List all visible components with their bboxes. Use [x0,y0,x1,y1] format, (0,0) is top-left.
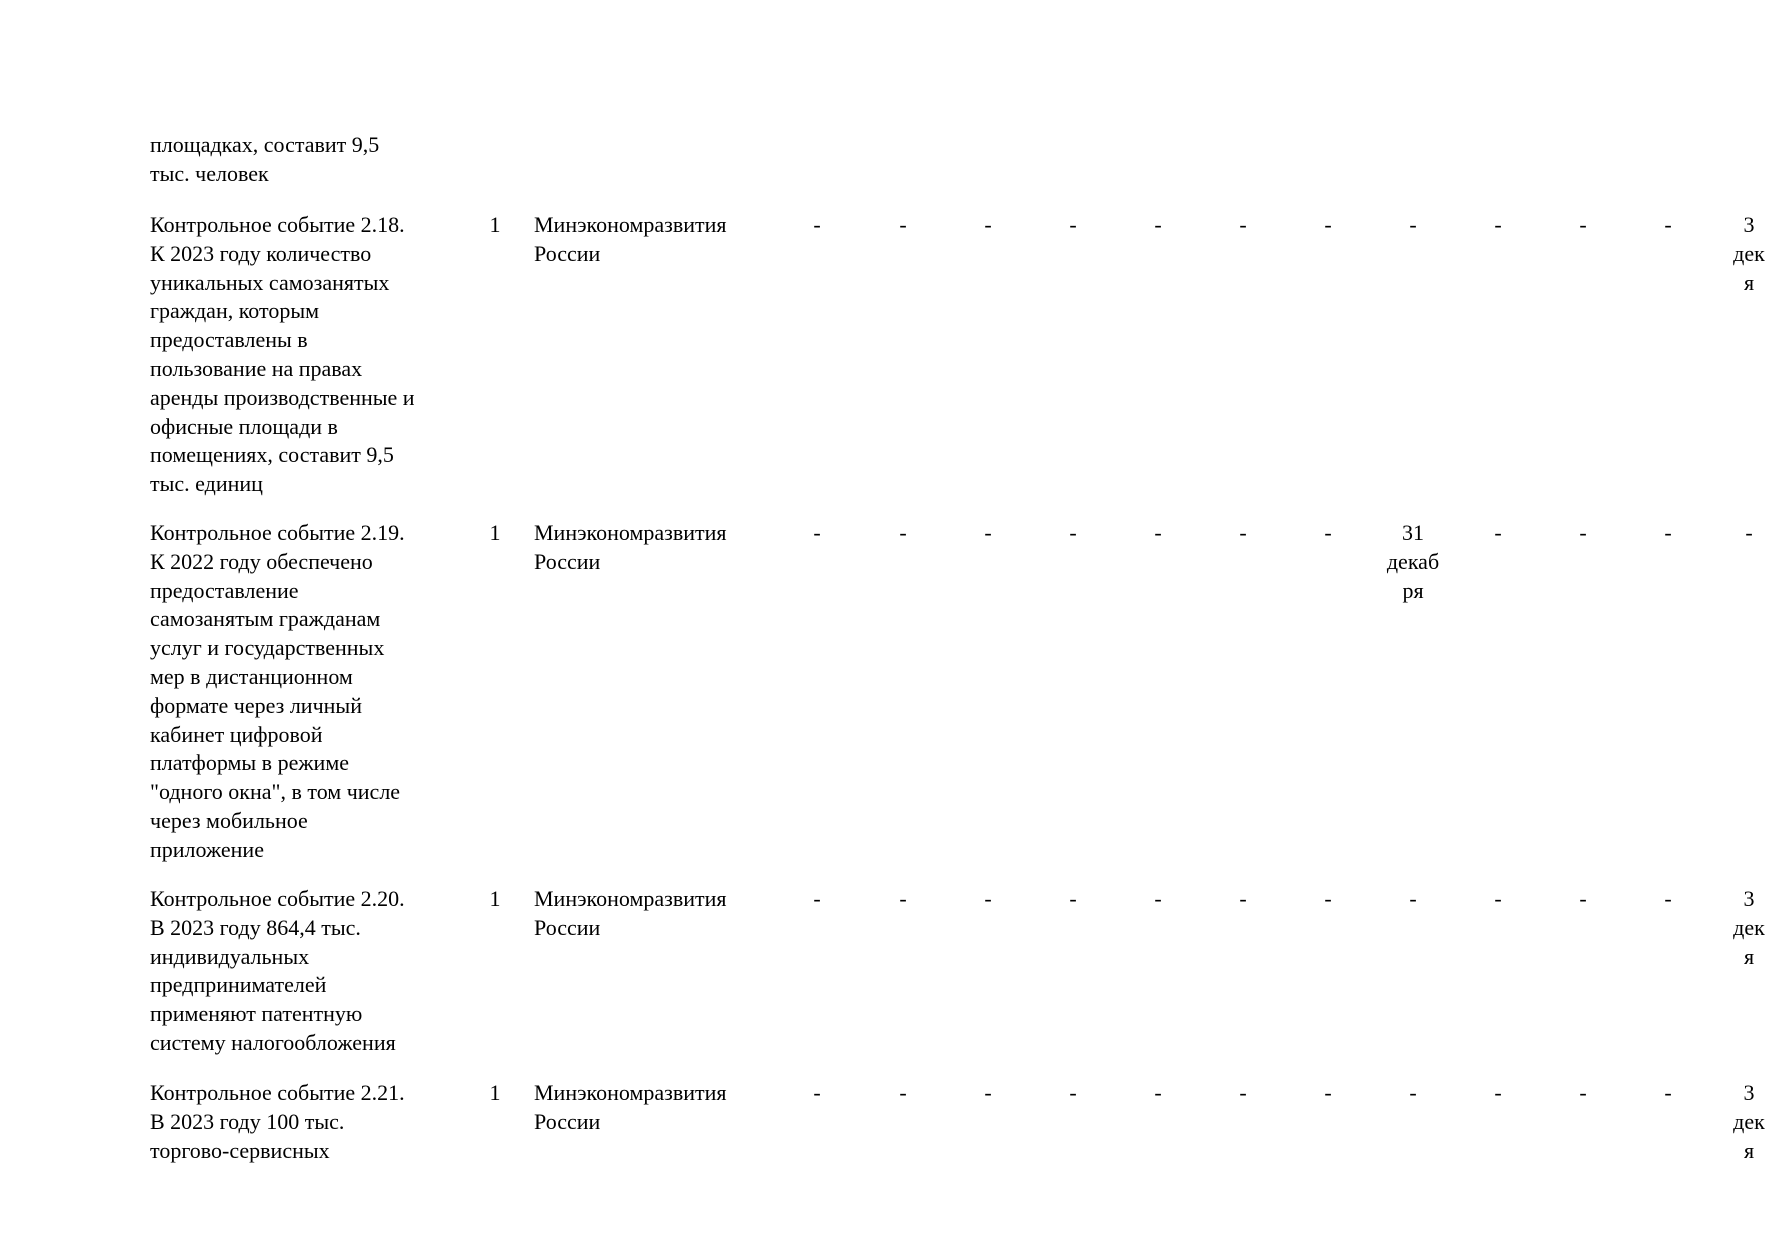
row-number: 1 [489,1080,501,1105]
row-number: 1 [489,212,501,237]
period-cell: - [1154,1080,1162,1105]
period-cell: - [1409,212,1417,237]
period-cell: - [899,886,907,911]
period-cell: - [984,520,992,545]
period-cell: 3 дек я [1733,886,1765,969]
period-cell: - [1664,520,1672,545]
responsible-org: Минэкономразвития России [534,520,727,574]
period-cell: - [1239,886,1247,911]
period-cell: - [1494,1080,1502,1105]
period-cell: 31 декаб ря [1386,520,1440,603]
period-cell: - [1069,886,1077,911]
period-cell: - [1664,1080,1672,1105]
period-cell: - [813,1080,821,1105]
period-cell: - [813,886,821,911]
period-cell: - [1579,212,1587,237]
period-cell: - [1745,520,1753,545]
period-cell: - [1239,1080,1247,1105]
period-cell: - [899,1080,907,1105]
period-cell: - [1154,520,1162,545]
row-number: 1 [489,520,501,545]
period-cell: - [813,212,821,237]
period-cell: - [1324,886,1332,911]
event-description: Контрольное событие 2.18. К 2023 году количество уникальных самозанятых граждан, которым предоставлены в пользование на правах аренды производственные и офисные площади в помещениях, составит 9,5 тыс. единиц [150,212,415,497]
event-description: Контрольное событие 2.19. К 2022 году обеспечено предоставление самозанятым гражданам услуг и государственных мер в дистанционном формате через личный кабинет цифровой платформы в режиме "одного окна", в том числе через мобильное приложение [150,520,405,862]
period-cell: - [984,212,992,237]
period-cell: - [1324,1080,1332,1105]
row-number: 1 [489,886,501,911]
period-cell: 3 дек я [1733,1080,1765,1163]
period-cell: - [1324,212,1332,237]
period-cell: - [1579,1080,1587,1105]
period-cell: - [1664,212,1672,237]
responsible-org: Минэкономразвития России [534,1080,727,1134]
period-cell: - [1239,212,1247,237]
period-cell: - [899,212,907,237]
period-cell: - [1069,1080,1077,1105]
period-cell: - [813,520,821,545]
event-description: Контрольное событие 2.21. В 2023 году 100 тыс. торгово-сервисных [150,1080,405,1163]
period-cell: - [1409,1080,1417,1105]
continued-text: площадках, составит 9,5 тыс. человек [150,132,380,186]
period-cell: - [1494,520,1502,545]
period-cell: - [1069,520,1077,545]
period-cell: - [1579,886,1587,911]
period-cell: - [1494,212,1502,237]
period-cell: - [1069,212,1077,237]
responsible-org: Минэкономразвития России [534,886,727,940]
event-description: Контрольное событие 2.20. В 2023 году 864,4 тыс. индивидуальных предпринимателей применяют патентную систему налогообложения [150,886,405,1055]
period-cell: - [984,886,992,911]
period-cell: - [1579,520,1587,545]
period-cell: - [1154,886,1162,911]
period-cell: - [899,520,907,545]
period-cell: 3 дек я [1733,212,1765,295]
period-cell: - [1494,886,1502,911]
period-cell: - [1154,212,1162,237]
period-cell: - [984,1080,992,1105]
responsible-org: Минэкономразвития России [534,212,727,266]
period-cell: - [1239,520,1247,545]
period-cell: - [1324,520,1332,545]
period-cell: - [1409,886,1417,911]
period-cell: - [1664,886,1672,911]
